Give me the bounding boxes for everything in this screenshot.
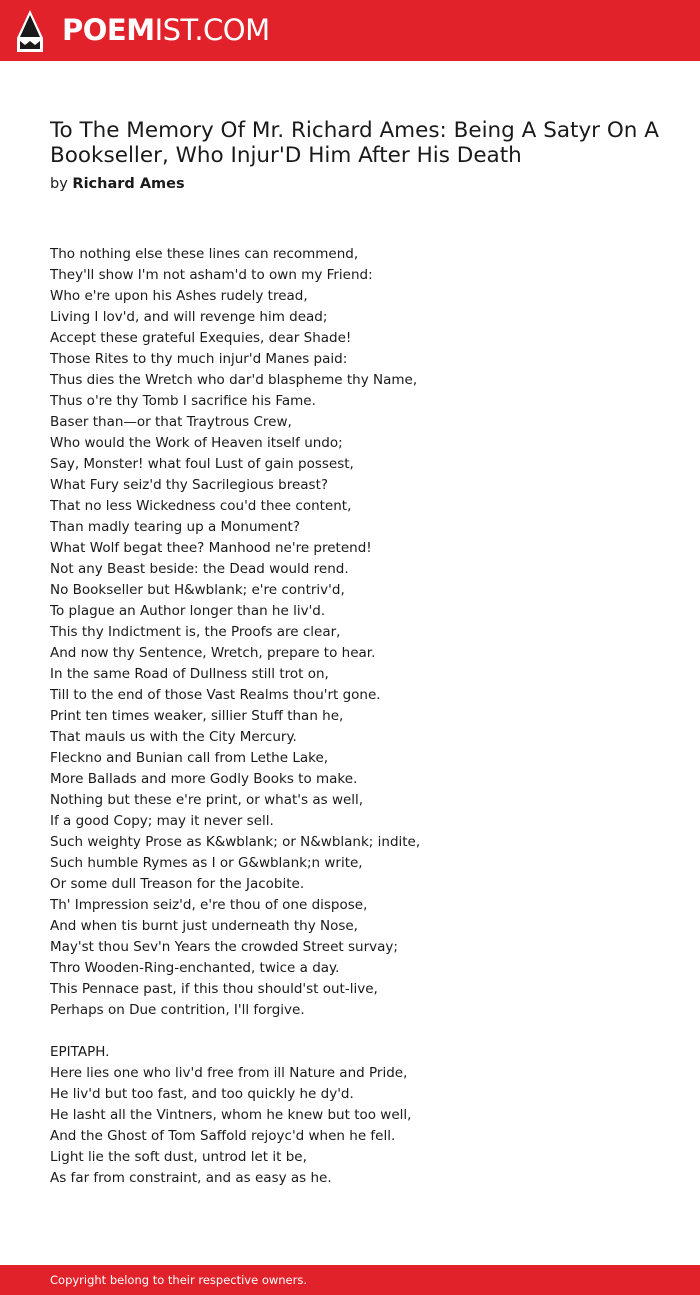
poem-line: Living I lov'd, and will revenge him dead; xyxy=(50,309,328,325)
site-logo[interactable] xyxy=(62,13,270,47)
poem-line: Thus o're thy Tomb I sacrifice his Fame. xyxy=(50,393,316,409)
poem-line: Not any Beast beside: the Dead would rend. xyxy=(50,561,349,577)
poem-line: And now thy Sentence, Wretch, prepare to hear. xyxy=(50,645,376,661)
poem-line: Print ten times weaker, sillier Stuff than he, xyxy=(50,708,344,724)
poem-line: He lasht all the Vintners, whom he knew but too well, xyxy=(50,1107,412,1123)
by-label: by xyxy=(50,176,68,192)
logo-text-light: IST.COM xyxy=(154,13,270,47)
poem-line: Such weighty Prose as K&wblank; or N&wblank; indite, xyxy=(50,834,421,850)
poem-line: They'll show I'm not asham'd to own my Friend: xyxy=(50,267,373,283)
poem-title: To The Memory Of Mr. Richard Ames: Being A Satyr On A Bookseller, Who Injur'D Him After His Death xyxy=(50,118,659,168)
copyright-text: Copyright belong to their respective owners. xyxy=(50,1273,308,1287)
site-header xyxy=(0,0,700,61)
poem-line: And when tis burnt just underneath thy Nose, xyxy=(50,918,358,934)
author-name: Richard Ames xyxy=(72,176,185,192)
poem-line: Fleckno and Bunian call from Lethe Lake, xyxy=(50,750,329,766)
poem-body xyxy=(50,244,670,1189)
poem-line: Say, Monster! what foul Lust of gain possest, xyxy=(50,456,354,472)
poem-line: More Ballads and more Godly Books to make. xyxy=(50,771,358,787)
poem-line: EPITAPH. xyxy=(50,1044,110,1060)
poem-line: May'st thou Sev'n Years the crowded Street survay; xyxy=(50,939,398,955)
poem-line: And the Ghost of Tom Saffold rejoyc'd when he fell. xyxy=(50,1128,396,1144)
poem-line: Than madly tearing up a Monument? xyxy=(50,519,301,535)
poem-line: Those Rites to thy much injur'd Manes paid: xyxy=(50,351,348,367)
poem-line: No Bookseller but H&wblank; e're contriv'd, xyxy=(50,582,345,598)
poem-line: Th' Impression seiz'd, e're thou of one dispose, xyxy=(50,897,368,913)
byline xyxy=(50,174,185,194)
poem-line: Baser than—or that Traytrous Crew, xyxy=(50,414,292,430)
poem-line: That mauls us with the City Mercury. xyxy=(50,729,297,745)
poem-line: As far from constraint, and as easy as he. xyxy=(50,1170,332,1186)
poem-line: If a good Copy; may it never sell. xyxy=(50,813,274,829)
poem-line: Who would the Work of Heaven itself undo; xyxy=(50,435,343,451)
poem-line: That no less Wickedness cou'd thee content, xyxy=(50,498,352,514)
poem-line: This thy Indictment is, the Proofs are clear, xyxy=(50,624,341,640)
poem-line: What Fury seiz'd thy Sacrilegious breast? xyxy=(50,477,329,493)
poem-line: This Pennace past, if this thou should'st out-live, xyxy=(50,981,378,997)
stanza-break xyxy=(50,1021,670,1042)
poem-line: What Wolf begat thee? Manhood ne're pretend! xyxy=(50,540,372,556)
poem-line: Light lie the soft dust, untrod let it be, xyxy=(50,1149,307,1165)
poem-line: Such humble Rymes as I or G&wblank;n write, xyxy=(50,855,363,871)
poem-line: Tho nothing else these lines can recommend, xyxy=(50,246,359,262)
poem-line: In the same Road of Dullness still trot on, xyxy=(50,666,329,682)
logo-text-bold: POEM xyxy=(62,13,155,47)
poem-line: Till to the end of those Vast Realms thou'rt gone. xyxy=(50,687,381,703)
poem-line: Perhaps on Due contrition, I'll forgive. xyxy=(50,1002,305,1018)
poem-line: He liv'd but too fast, and too quickly he dy'd. xyxy=(50,1086,354,1102)
poem-line: Or some dull Treason for the Jacobite. xyxy=(50,876,305,892)
poem-line: Thus dies the Wretch who dar'd blaspheme thy Name, xyxy=(50,372,418,388)
pencil-tip-icon[interactable] xyxy=(17,10,43,52)
poem-line: Who e're upon his Ashes rudely tread, xyxy=(50,288,308,304)
poem-line: Accept these grateful Exequies, dear Shade! xyxy=(50,330,352,346)
poem-line: Nothing but these e're print, or what's as well, xyxy=(50,792,364,808)
poem-line: Here lies one who liv'd free from ill Nature and Pride, xyxy=(50,1065,408,1081)
site-footer xyxy=(0,1265,700,1295)
poem-line: To plague an Author longer than he liv'd. xyxy=(50,603,326,619)
poem-line: Thro Wooden-Ring-enchanted, twice a day. xyxy=(50,960,340,976)
